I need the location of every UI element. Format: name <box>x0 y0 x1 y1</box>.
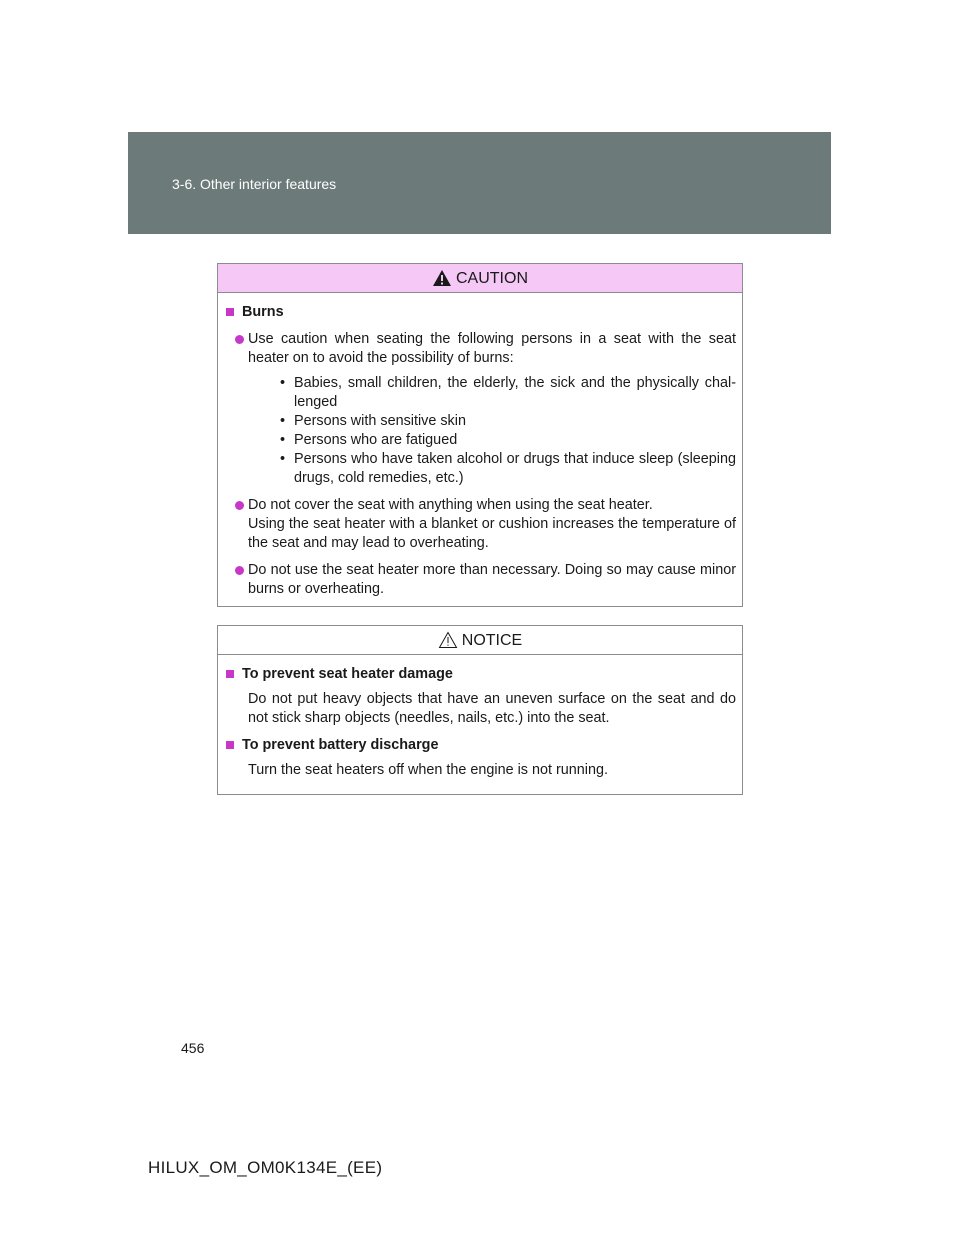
round-bullet-icon <box>235 335 244 344</box>
warning-filled-icon <box>432 269 452 287</box>
section-title: 3-6. Other interior features <box>172 176 337 192</box>
list-item: • Persons with sensitive skin <box>280 413 466 429</box>
square-bullet-icon <box>226 670 234 678</box>
caution-heading: Burns <box>218 303 736 322</box>
square-bullet-icon <box>226 308 234 316</box>
document-code: HILUX_OM_OM0K134E_(EE) <box>148 1158 383 1177</box>
list-item: • Babies, small children, the elderly, the sick and the physically chal-lenged <box>280 375 736 410</box>
round-bullet-icon <box>235 501 244 510</box>
warning-outline-icon <box>438 631 458 649</box>
list-item: • Persons who are fatigued <box>280 432 458 448</box>
caution-body <box>218 303 742 599</box>
caution-bullet-3: Do not use the seat heater more than necessary. Doing so may cause minor burns or overheating. <box>218 561 736 599</box>
page-number: 456 <box>181 1040 205 1056</box>
caution-bullet-1: Use caution when seating the following persons in a seat with the seat heater on to avoid the possibility of burns: • Babies, small children, the elderly, the sick and the physically chal-lenged • Persons with sensitive skin • Persons who are fatigued • Persons who have taken alcohol or drugs that induce sleep (sleeping drugs, cold remedies, etc.) <box>218 330 736 488</box>
caution-box <box>217 263 743 607</box>
notice-body <box>218 665 742 780</box>
notice-header <box>218 626 742 655</box>
header-band <box>128 132 831 234</box>
notice-title: NOTICE <box>461 632 523 649</box>
list-item: • Persons who have taken alcohol or drugs that induce sleep (sleeping drugs, cold remedies, etc.) <box>280 451 736 486</box>
notice-box <box>217 625 743 795</box>
notice-heading-1: To prevent seat heater damage <box>218 665 736 684</box>
caution-sublist <box>248 374 736 488</box>
caution-header <box>218 264 742 293</box>
square-bullet-icon <box>226 741 234 749</box>
round-bullet-icon <box>235 566 244 575</box>
caution-bullet-2: Do not cover the seat with anything when using the seat heater. Using the seat heater with a blanket or cushion increases the temperature of the seat and may lead to overheating. <box>218 496 736 553</box>
notice-text-1: Do not put heavy objects that have an uneven surface on the seat and do not stick sharp objects (needles, nails, etc.) into the seat. <box>248 691 736 726</box>
notice-heading-2: To prevent battery discharge <box>218 736 736 755</box>
notice-text-2: Turn the seat heaters off when the engine is not running. <box>248 762 609 778</box>
caution-title: CAUTION <box>456 270 528 287</box>
